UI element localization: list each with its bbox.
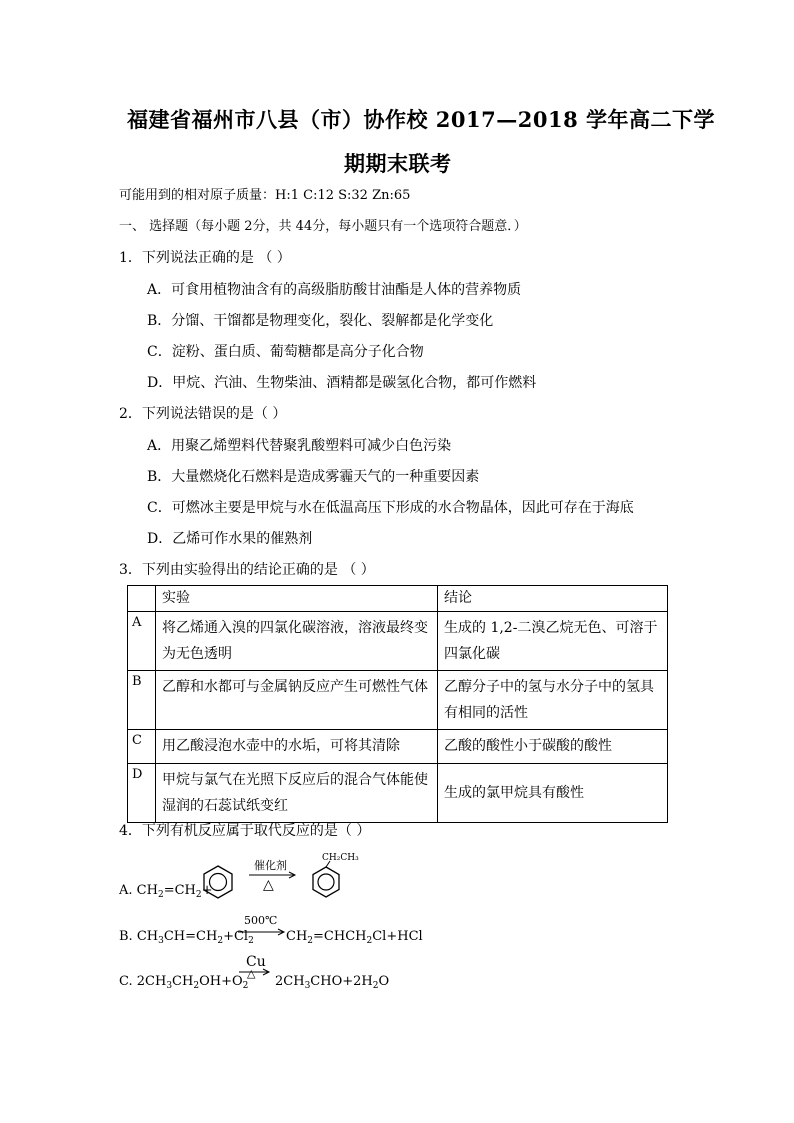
q4-option-a-label: A.: [119, 883, 137, 898]
row-experiment: 乙醇和水都可与金属钠反应产生可燃性气体: [156, 671, 438, 730]
row-label: C: [128, 730, 156, 764]
q1-option-d: D．甲烷、汽油、生物柴油、酒精都是碳氢化合物，都可作燃料: [147, 375, 537, 391]
q2-option-d: D．乙烯可作水果的催熟剂: [147, 531, 313, 547]
row-experiment: 将乙烯通入溴的四氯化碳溶液，溶液最终变为无色透明: [156, 612, 438, 671]
q4-option-c-label: C.: [119, 974, 137, 989]
row-label: A: [128, 612, 156, 671]
row-experiment: 甲烷与氯气在光照下反应后的混合气体能使湿润的石蕊试纸变红: [156, 764, 438, 823]
table-row: [128, 730, 668, 764]
row-label: D: [128, 764, 156, 823]
table-header-experiment: 实验: [156, 586, 438, 612]
table-header-row: [128, 586, 668, 612]
q3-table: [127, 585, 668, 823]
q1-option-b: B．分馏、干馏都是物理变化，裂化、裂解都是化学变化: [147, 313, 494, 329]
reaction-arrow-icon: [237, 927, 287, 937]
table-row: [128, 671, 668, 730]
q2-option-c: C．可燃冰主要是甲烷与水在低温高压下形成的水合物晶体，因此可存在于海底: [147, 500, 634, 516]
table-row: [128, 612, 668, 671]
q2-option-b: B．大量燃烧化石燃料是造成雾霾天气的一种重要因素: [147, 469, 480, 485]
page-title-line2: 期期末联考: [344, 151, 452, 176]
table-row: [128, 764, 668, 823]
q4-option-c-products: $2CH_3CHO+2H_2O$: [275, 974, 390, 991]
q4-option-c-reactants: C. $2CH_3CH_2OH+O_2$: [119, 974, 249, 991]
q4-stem: 4．下列有机反应属于取代反应的是（ ）: [119, 823, 371, 839]
q4-option-b-label: B.: [119, 929, 137, 944]
q1-stem: 1．下列说法正确的是 （ ）: [119, 250, 291, 266]
row-conclusion: 生成的 1,2-二溴乙烷无色、可溶于四氯化碳: [438, 612, 668, 671]
table-header-conclusion: 结论: [438, 586, 668, 612]
q1-option-a: A．可食用植物油含有的高级脂肪酸甘油酯是人体的营养物质: [147, 282, 522, 298]
q4-option-b-products: $CH_2=CHCH_2Cl+HCl$: [286, 929, 423, 946]
row-conclusion: 乙醇分子中的氢与水分子中的氢具有相同的活性: [438, 671, 668, 730]
q2-option-a: A．用聚乙烯塑料代替聚乳酸塑料可减少白色污染: [147, 438, 452, 454]
q4-option-c-heat: △: [247, 967, 256, 980]
row-conclusion: 乙酸的酸性小于碳酸的酸性: [438, 730, 668, 764]
q4-option-c-catalyst: Cu: [246, 954, 266, 970]
atomic-masses: 可能用到的相对原子质量：H:1 C:12 S:32 Zn:65: [119, 188, 411, 203]
q4-option-a-reactants: A. $CH_2=CH_2+$: [119, 883, 213, 900]
q2-stem: 2．下列说法错误的是（ ）: [119, 406, 287, 422]
table-header-empty: [128, 586, 156, 612]
benzene-ring-icon: [200, 864, 236, 900]
q3-stem: 3．下列由实验得出的结论正确的是 （ ）: [119, 562, 375, 578]
q4-option-b-reactants: B. $CH_3CH=CH_2+Cl_2$: [119, 929, 254, 946]
q4-option-a-heat: △: [263, 877, 274, 893]
q1-option-c: C．淀粉、蛋白质、葡萄糖都是高分子化合物: [147, 344, 424, 360]
q4-option-b-condition: 500℃: [244, 914, 278, 927]
q4-option-a-product-group: CH₂CH₃: [322, 853, 359, 863]
row-experiment: 用乙酸浸泡水壶中的水垢，可将其清除: [156, 730, 438, 764]
row-label: B: [128, 671, 156, 730]
section-heading: 一、 选择题（每小题 2分，共 44分，每小题只有一个选项符合题意．）: [119, 219, 527, 234]
page-title-line1: 福建省福州市八县（市）协作校 2017—2018 学年高二下学: [127, 107, 716, 132]
row-conclusion: 生成的氯甲烷具有酸性: [438, 764, 668, 823]
q4-option-a-catalyst: 催化剂: [254, 859, 287, 872]
